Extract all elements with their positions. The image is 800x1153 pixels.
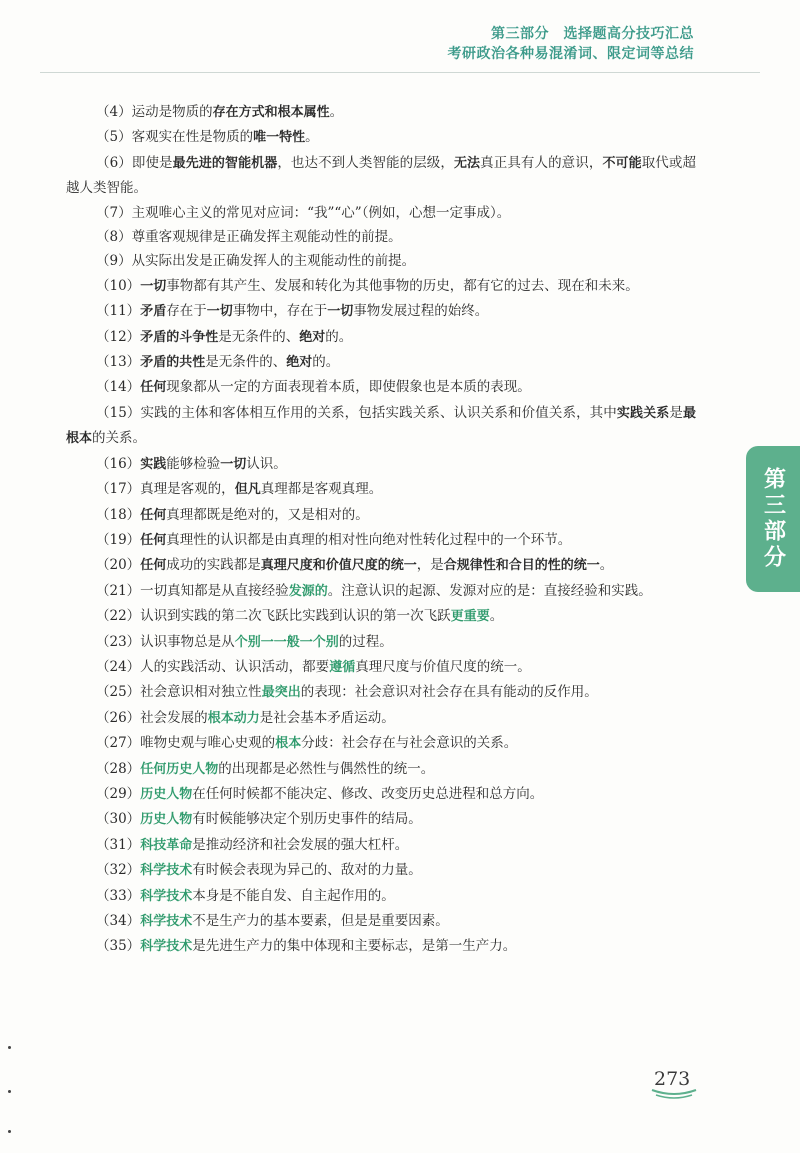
bold-keyword: 存在方式和根本属性 xyxy=(212,105,330,120)
header-section-title: 第三部分 选择题高分技巧汇总 xyxy=(491,26,694,42)
item-text: 分歧：社会存在与社会意识的关系。 xyxy=(301,735,518,752)
list-item xyxy=(66,807,696,832)
highlighted-keyword: 根本动力 xyxy=(207,710,260,726)
list-item xyxy=(66,225,696,249)
bold-keyword: 任何 xyxy=(140,507,167,523)
bold-keyword: 任何 xyxy=(140,380,167,396)
list-item xyxy=(66,706,696,731)
highlighted-keyword: 科技革命 xyxy=(140,837,193,853)
header-book-subtitle: 考研政治各种易混淆词、限定词等总结 xyxy=(447,46,694,62)
list-item xyxy=(66,858,696,883)
scan-mark xyxy=(8,1130,11,1133)
list-item xyxy=(66,757,696,782)
list-item xyxy=(66,934,696,959)
list-item xyxy=(66,125,696,150)
list-item xyxy=(66,909,696,934)
item-text: （27）唯物史观与唯心史观的 xyxy=(96,735,276,752)
item-text: （33） xyxy=(96,887,141,904)
bold-keyword: 一切 xyxy=(327,304,354,320)
item-text: ，是 xyxy=(416,557,444,574)
list-item xyxy=(66,325,696,350)
bold-keyword: 实践关系 xyxy=(616,405,670,421)
item-text: 能够检验 xyxy=(166,455,221,472)
scan-mark xyxy=(8,1090,11,1093)
bold-keyword: 矛盾的共性 xyxy=(140,355,206,371)
bold-keyword: 任何 xyxy=(140,558,167,574)
item-text: （9）从实际出发是正确发挥人的主观能动性的前提。 xyxy=(96,253,416,270)
running-header xyxy=(448,24,695,64)
header-divider xyxy=(40,72,760,73)
item-text: （26）社会发展的 xyxy=(96,709,208,726)
list-item xyxy=(66,401,696,452)
page-number: 273 xyxy=(654,1068,691,1090)
page-number-swoosh xyxy=(650,1086,698,1100)
item-text: 认识。 xyxy=(246,455,287,472)
item-text: 本身是不能自发、自主起作用的。 xyxy=(192,887,395,904)
section-side-tab xyxy=(746,446,800,592)
highlighted-keyword: 历史人物 xyxy=(140,786,193,802)
item-text: （25）社会意识相对独立性 xyxy=(96,684,262,701)
highlighted-keyword: 科学技术 xyxy=(140,939,193,955)
item-text: （6）即使是 xyxy=(96,154,173,171)
item-text: 真正具有人的意识， xyxy=(480,154,603,171)
item-text: 。 xyxy=(329,104,344,120)
item-text: （34） xyxy=(96,913,141,929)
list-item xyxy=(66,249,696,273)
list-item xyxy=(66,680,696,705)
item-text: 是无条件的、 xyxy=(205,354,287,371)
item-text: 是 xyxy=(669,404,683,421)
item-text: （17）真理是客观的， xyxy=(96,481,235,498)
item-text: 事物都有其产生、发展和转化为其他事物的历史，都有它的过去、现在和未来。 xyxy=(166,277,639,294)
bold-keyword: 唯一特性 xyxy=(253,130,306,146)
item-text: 。注意认识的起源、发源对应的是：直接经验和实践。 xyxy=(327,582,652,599)
item-text: （10） xyxy=(96,277,141,294)
highlighted-keyword: 更重要 xyxy=(450,609,490,625)
item-text: 是推动经济和社会发展的强大杠杆。 xyxy=(192,836,409,853)
item-list xyxy=(66,100,696,960)
item-text: （12） xyxy=(96,328,141,345)
item-text: 不是生产力的基本要素，但是是重要因素。 xyxy=(192,913,449,929)
highlighted-keyword: 遵循 xyxy=(329,659,356,675)
item-text: （8）尊重客观规律是正确发挥主观能动性的前提。 xyxy=(96,229,402,246)
item-text: （5）客观实在性是物质的 xyxy=(96,129,254,146)
scan-mark xyxy=(8,1046,11,1049)
side-tab-label: 第三部分 xyxy=(760,467,786,571)
item-text: （11） xyxy=(96,303,141,320)
item-text: 事物中，存在于 xyxy=(232,303,328,320)
bold-keyword: 最根本 xyxy=(66,405,696,447)
item-text: 是社会基本矛盾运动。 xyxy=(259,709,395,726)
bold-keyword: 绝对 xyxy=(299,329,326,345)
item-text: 真理尺度与价值尺度的统一。 xyxy=(355,658,531,675)
item-text: 真理都是客观真理。 xyxy=(260,481,383,498)
bold-keyword: 最先进的智能机器 xyxy=(172,155,278,171)
item-text: 有时候会表现为异己的、敌对的力量。 xyxy=(192,862,422,879)
item-text: 的。 xyxy=(325,328,353,345)
item-text: （20） xyxy=(96,557,141,574)
bold-keyword: 实践 xyxy=(140,456,167,472)
list-item xyxy=(66,655,696,680)
item-text: 的关系。 xyxy=(92,430,147,447)
item-text: （18） xyxy=(96,506,141,523)
item-text: 事物发展过程的始终。 xyxy=(353,303,489,320)
bold-keyword: 但凡 xyxy=(234,482,261,498)
list-item xyxy=(66,350,696,375)
item-text: （4）运动是物质的 xyxy=(96,104,213,120)
bold-keyword: 不可能 xyxy=(602,155,642,171)
item-text: （13） xyxy=(96,354,141,371)
item-text: 是先进生产力的集中体现和主要标志，是第一生产力。 xyxy=(192,938,517,955)
highlighted-keyword: 个别一一般一个别 xyxy=(234,634,339,650)
list-item xyxy=(66,884,696,909)
item-text: （32） xyxy=(96,862,141,879)
item-text: （29） xyxy=(96,785,141,802)
item-text: 的过程。 xyxy=(338,633,393,650)
list-item xyxy=(66,604,696,629)
list-item xyxy=(66,833,696,858)
item-text: （7）主观唯心主义的常见对应词：“我”“心”（例如，心想一定事成）。 xyxy=(96,204,511,221)
list-item xyxy=(66,782,696,807)
bold-keyword: 一切 xyxy=(206,304,233,320)
list-item xyxy=(66,503,696,528)
list-item xyxy=(66,299,696,324)
list-item xyxy=(66,477,696,502)
bold-keyword: 一切 xyxy=(220,456,247,472)
list-item xyxy=(66,579,696,604)
list-item xyxy=(66,274,696,299)
item-text: （22）认识到实践的第二次飞跃比实践到认识的第一次飞跃 xyxy=(96,608,451,625)
highlighted-keyword: 历史人物 xyxy=(140,812,193,828)
bold-keyword: 无法 xyxy=(453,155,481,171)
item-text: 成功的实践都是 xyxy=(166,557,261,574)
highlighted-keyword: 科学技术 xyxy=(140,914,193,929)
bold-keyword: 一切 xyxy=(140,278,167,294)
item-text: ，也达不到人类智能的层级， xyxy=(277,154,454,171)
item-text: 取代或超越人类智能。 xyxy=(66,154,696,197)
item-text: （35） xyxy=(96,938,141,955)
bold-keyword: 任何 xyxy=(140,532,167,548)
bold-keyword: 矛盾 xyxy=(140,304,167,320)
list-item xyxy=(66,100,696,125)
item-text: （24）人的实践活动、认识活动，都要 xyxy=(96,658,330,675)
item-text: （19） xyxy=(96,531,141,548)
item-text: （16） xyxy=(96,455,141,472)
item-text: 。 xyxy=(305,129,319,146)
item-text: （14） xyxy=(96,379,141,396)
bold-keyword: 绝对 xyxy=(286,355,313,371)
bold-keyword: 真理尺度和价值尺度的统一 xyxy=(260,558,417,574)
list-item xyxy=(66,553,696,578)
bold-keyword: 矛盾的斗争性 xyxy=(140,329,219,345)
highlighted-keyword: 最突出 xyxy=(261,685,301,701)
list-item xyxy=(66,528,696,553)
item-text: （21）一切真知都是从直接经验 xyxy=(96,582,289,599)
list-item xyxy=(66,375,696,400)
item-text: 。 xyxy=(599,557,614,574)
item-text: 真理性的认识都是由真理的相对性向绝对性转化过程中的一个环节。 xyxy=(166,531,572,548)
item-text: （28） xyxy=(96,760,141,777)
item-text: 存在于 xyxy=(166,303,207,320)
item-text: 是无条件的、 xyxy=(218,328,300,345)
list-item xyxy=(66,151,696,201)
highlighted-keyword: 任何历史人物 xyxy=(140,761,219,777)
list-item xyxy=(66,452,696,477)
item-text: （30） xyxy=(96,811,141,828)
item-text: （15）实践的主体和客体相互作用的关系，包括实践关系、认识关系和价值关系，其中 xyxy=(96,404,617,421)
highlighted-keyword: 科学技术 xyxy=(140,863,193,879)
item-text: 真理都既是绝对的，又是相对的。 xyxy=(166,506,369,523)
highlighted-keyword: 发源的 xyxy=(288,583,328,599)
item-text: 的出现都是必然性与偶然性的统一。 xyxy=(218,760,435,777)
item-text: 现象都从一定的方面表现着本质，即使假象也是本质的表现。 xyxy=(166,379,531,396)
list-item xyxy=(66,731,696,756)
list-item xyxy=(66,201,696,225)
item-text: 的表现：社会意识对社会存在具有能动的反作用。 xyxy=(300,684,598,701)
highlighted-keyword: 根本 xyxy=(275,736,302,752)
item-text: （23）认识事物总是从 xyxy=(96,633,235,650)
highlighted-keyword: 科学技术 xyxy=(140,888,193,904)
bold-keyword: 合规律性和合目的性的统一 xyxy=(443,558,600,574)
item-text: 。 xyxy=(489,608,504,625)
item-text: （31） xyxy=(96,836,141,853)
item-text: 在任何时候都不能决定、修改、改变历史总进程和总方向。 xyxy=(192,785,544,802)
item-text: 有时候能够决定个别历史事件的结局。 xyxy=(192,811,422,828)
item-text: 的。 xyxy=(312,354,340,371)
list-item xyxy=(66,630,696,655)
